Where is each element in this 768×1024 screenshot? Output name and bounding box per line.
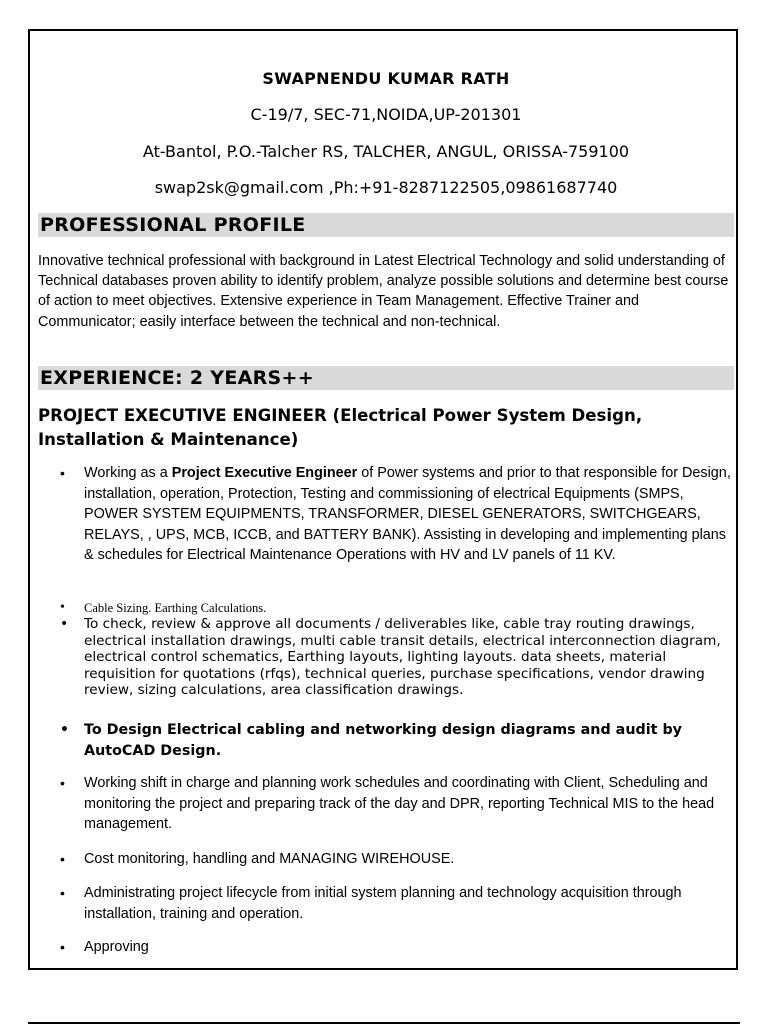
list-item [84, 773, 734, 835]
contact-line: swap2sk@gmail.com ,Ph:+91-8287122505,09861687740 [154, 178, 618, 197]
list-item [84, 883, 734, 924]
list-item [84, 720, 734, 762]
list-item [84, 616, 734, 699]
profile-heading: PROFESSIONAL PROFILE [38, 213, 734, 237]
list-item [84, 463, 734, 566]
candidate-name: SWAPNENDU KUMAR RATH [262, 69, 510, 88]
experience-heading: EXPERIENCE: 2 YEARS++ [38, 366, 734, 390]
item-bold-text: Project Executive Engineer [171, 465, 358, 481]
item-text: Approving [84, 939, 149, 955]
item-text: Working shift in charge and planning work schedules and coordinating with Client, Scheduling and monitoring the project and preparing track of the day and DPR, reporting Technical MIS to the head management. [84, 775, 715, 832]
item-text: Administrating project lifecycle from initial system planning and technology acquisition through installation, training and operation. [84, 885, 682, 922]
item-text: To Design Electrical cabling and networking design diagrams and audit by AutoCAD Design. [84, 722, 683, 759]
item-text: To check, review & approve all documents / deliverables like, cable tray routing drawings, electrical installation drawings, multi cable transit details, electrical interconnection diagram, electrical control schematics, Earthing layouts, lighting layouts. data sheets, material requisition for quotations (rfqs), technical queries, purchase specifications, vendor drawing review, sizing calculations, area classification drawings. [84, 616, 721, 698]
address-line-1: C-19/7, SEC-71,NOIDA,UP-201301 [250, 105, 522, 124]
job-title: PROJECT EXECUTIVE ENGINEER (Electrical Power System Design, Installation & Maintenance) [38, 406, 643, 449]
list-item [84, 849, 734, 870]
item-text: of Power systems and prior to that responsible for Design, installation, operation, Protection, Testing and commissioning of electrical Equipments (SMPS, POWER SYSTEM EQUIPMENTS, TRANSFORMER, DIESEL GENERATORS, SWITCHGEARS, RELAYS, , UPS, MCB, ICCB, and BATTERY BANK). Assisting in developing and implementing plans & schedules for Electrical Maintenance Operations with HV and LV panels of 11 KV. [84, 465, 731, 563]
list-item [84, 600, 734, 616]
item-text: Cost monitoring, handling and MANAGING WIREHOUSE. [84, 851, 455, 867]
item-text: Cable Sizing. Earthing Calculations. [84, 601, 267, 615]
profile-text: Innovative technical professional with background in Latest Electrical Technology and solid understanding of Technical databases proven ability to identify problem, analyze possible solutions and determine best course of action to meet objectives. Extensive experience in Team Management. Effective Trainer and Communicator; easily interface between the technical and non-technical. [38, 253, 729, 330]
item-text: Working as a [84, 465, 172, 481]
list-item [84, 937, 734, 958]
address-line-2: At-Bantol, P.O.-Talcher RS, TALCHER, ANGUL, ORISSA-759100 [142, 142, 630, 161]
